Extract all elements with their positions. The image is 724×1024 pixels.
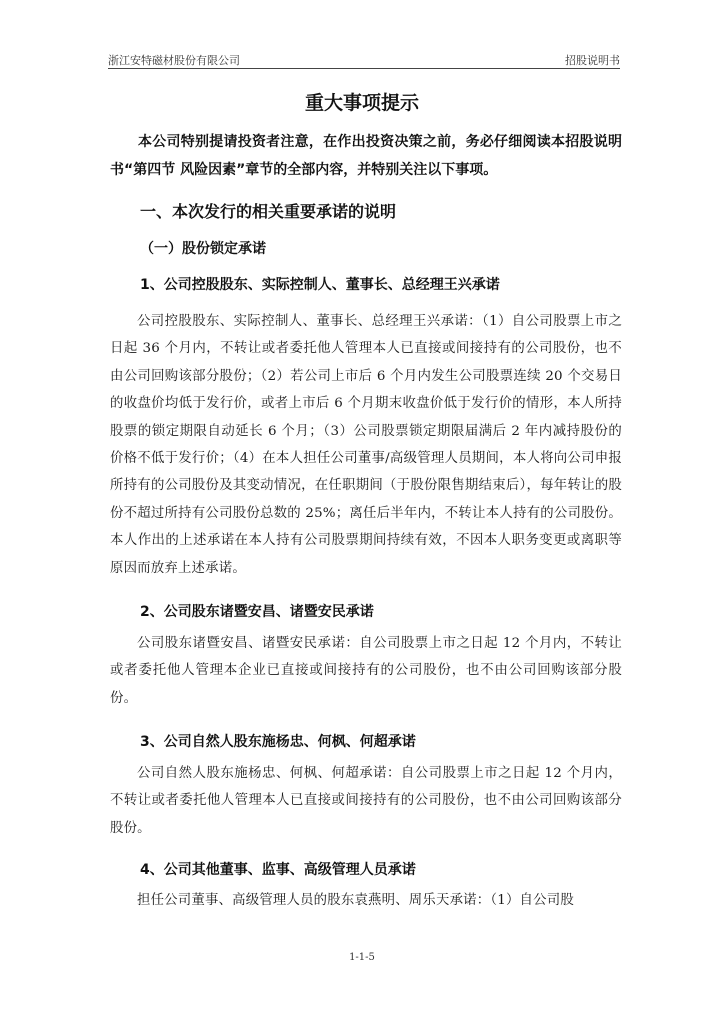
header-company-name: 浙江安特磁材股份有限公司 xyxy=(108,54,240,67)
intro-notice: 本公司特别提请投资者注意，在作出投资决策之前，务必仔细阅读本招股说明书“第四节 风险因素”章节的全部内容，并特别关注以下事项。 xyxy=(110,134,622,178)
item-4-heading: 4、公司其他董事、监事、高级管理人员承诺 xyxy=(140,862,416,878)
page-number: 1-1-5 xyxy=(349,952,375,963)
item-3-text: 公司自然人股东施杨忠、何枫、何超承诺：自公司股票上市之日起 12 个月内，不转让或者委托他人管理本人已直接或间接持有的公司股份，也不由公司回购该部分股份。 xyxy=(110,766,622,836)
subsection-1-heading: （一）股份锁定承诺 xyxy=(140,241,266,257)
item-1-heading: 1、公司控股股东、实际控制人、董事长、总经理王兴承诺 xyxy=(140,277,500,293)
item-2-text: 公司股东诸暨安昌、诸暨安民承诺：自公司股票上市之日起 12 个月内，不转让或者委托他人管理本企业已直接或间接持有的公司股份，也不由公司回购该部分股份。 xyxy=(110,636,622,706)
item-1-text: 公司控股股东、实际控制人、董事长、总经理王兴承诺：（1）自公司股票上市之日起 36 个月内，不转让或者委托他人管理本人已直接或间接持有的公司股份，也不由公司回购该部分股份；（2）若公司上市后 6 个月内发生公司股票连续 20 个交易日的收盘价均低于发行价，或者上市后 6 个月期末收盘价低于发行价的情形，本人所持股票的锁定期限自动延长 6 个月；（3）公司股票锁定期限届满后 2 年内减持股份的价格不低于发行价；（4）在本人担任公司董事/高级管理人员期间，本人将向公司申报所持有的公司股份及其变动情况，在任职期间（于股份限售期结束后），每年转让的股份不超过所持有公司股份总数的 25%；离任后半年内，不转让本人持有的公司股份。本人作出的上述承诺在本人持有公司股票期间持续有效，不因本人职务变更或离职等原因而放弃上述承诺。 xyxy=(110,314,622,576)
item-3-heading: 3、公司自然人股东施杨忠、何枫、何超承诺 xyxy=(140,734,416,750)
item-2-heading: 2、公司股东诸暨安昌、诸暨安民承诺 xyxy=(140,604,374,620)
page-header xyxy=(108,50,620,69)
section-1-heading: 一、本次发行的相关重要承诺的说明 xyxy=(140,202,397,221)
page-title: 重大事项提示 xyxy=(304,92,419,114)
header-document-type: 招股说明书 xyxy=(565,54,620,67)
item-4-text: 担任公司董事、高级管理人员的股东袁燕明、周乐天承诺：（1）自公司股 xyxy=(137,893,574,908)
